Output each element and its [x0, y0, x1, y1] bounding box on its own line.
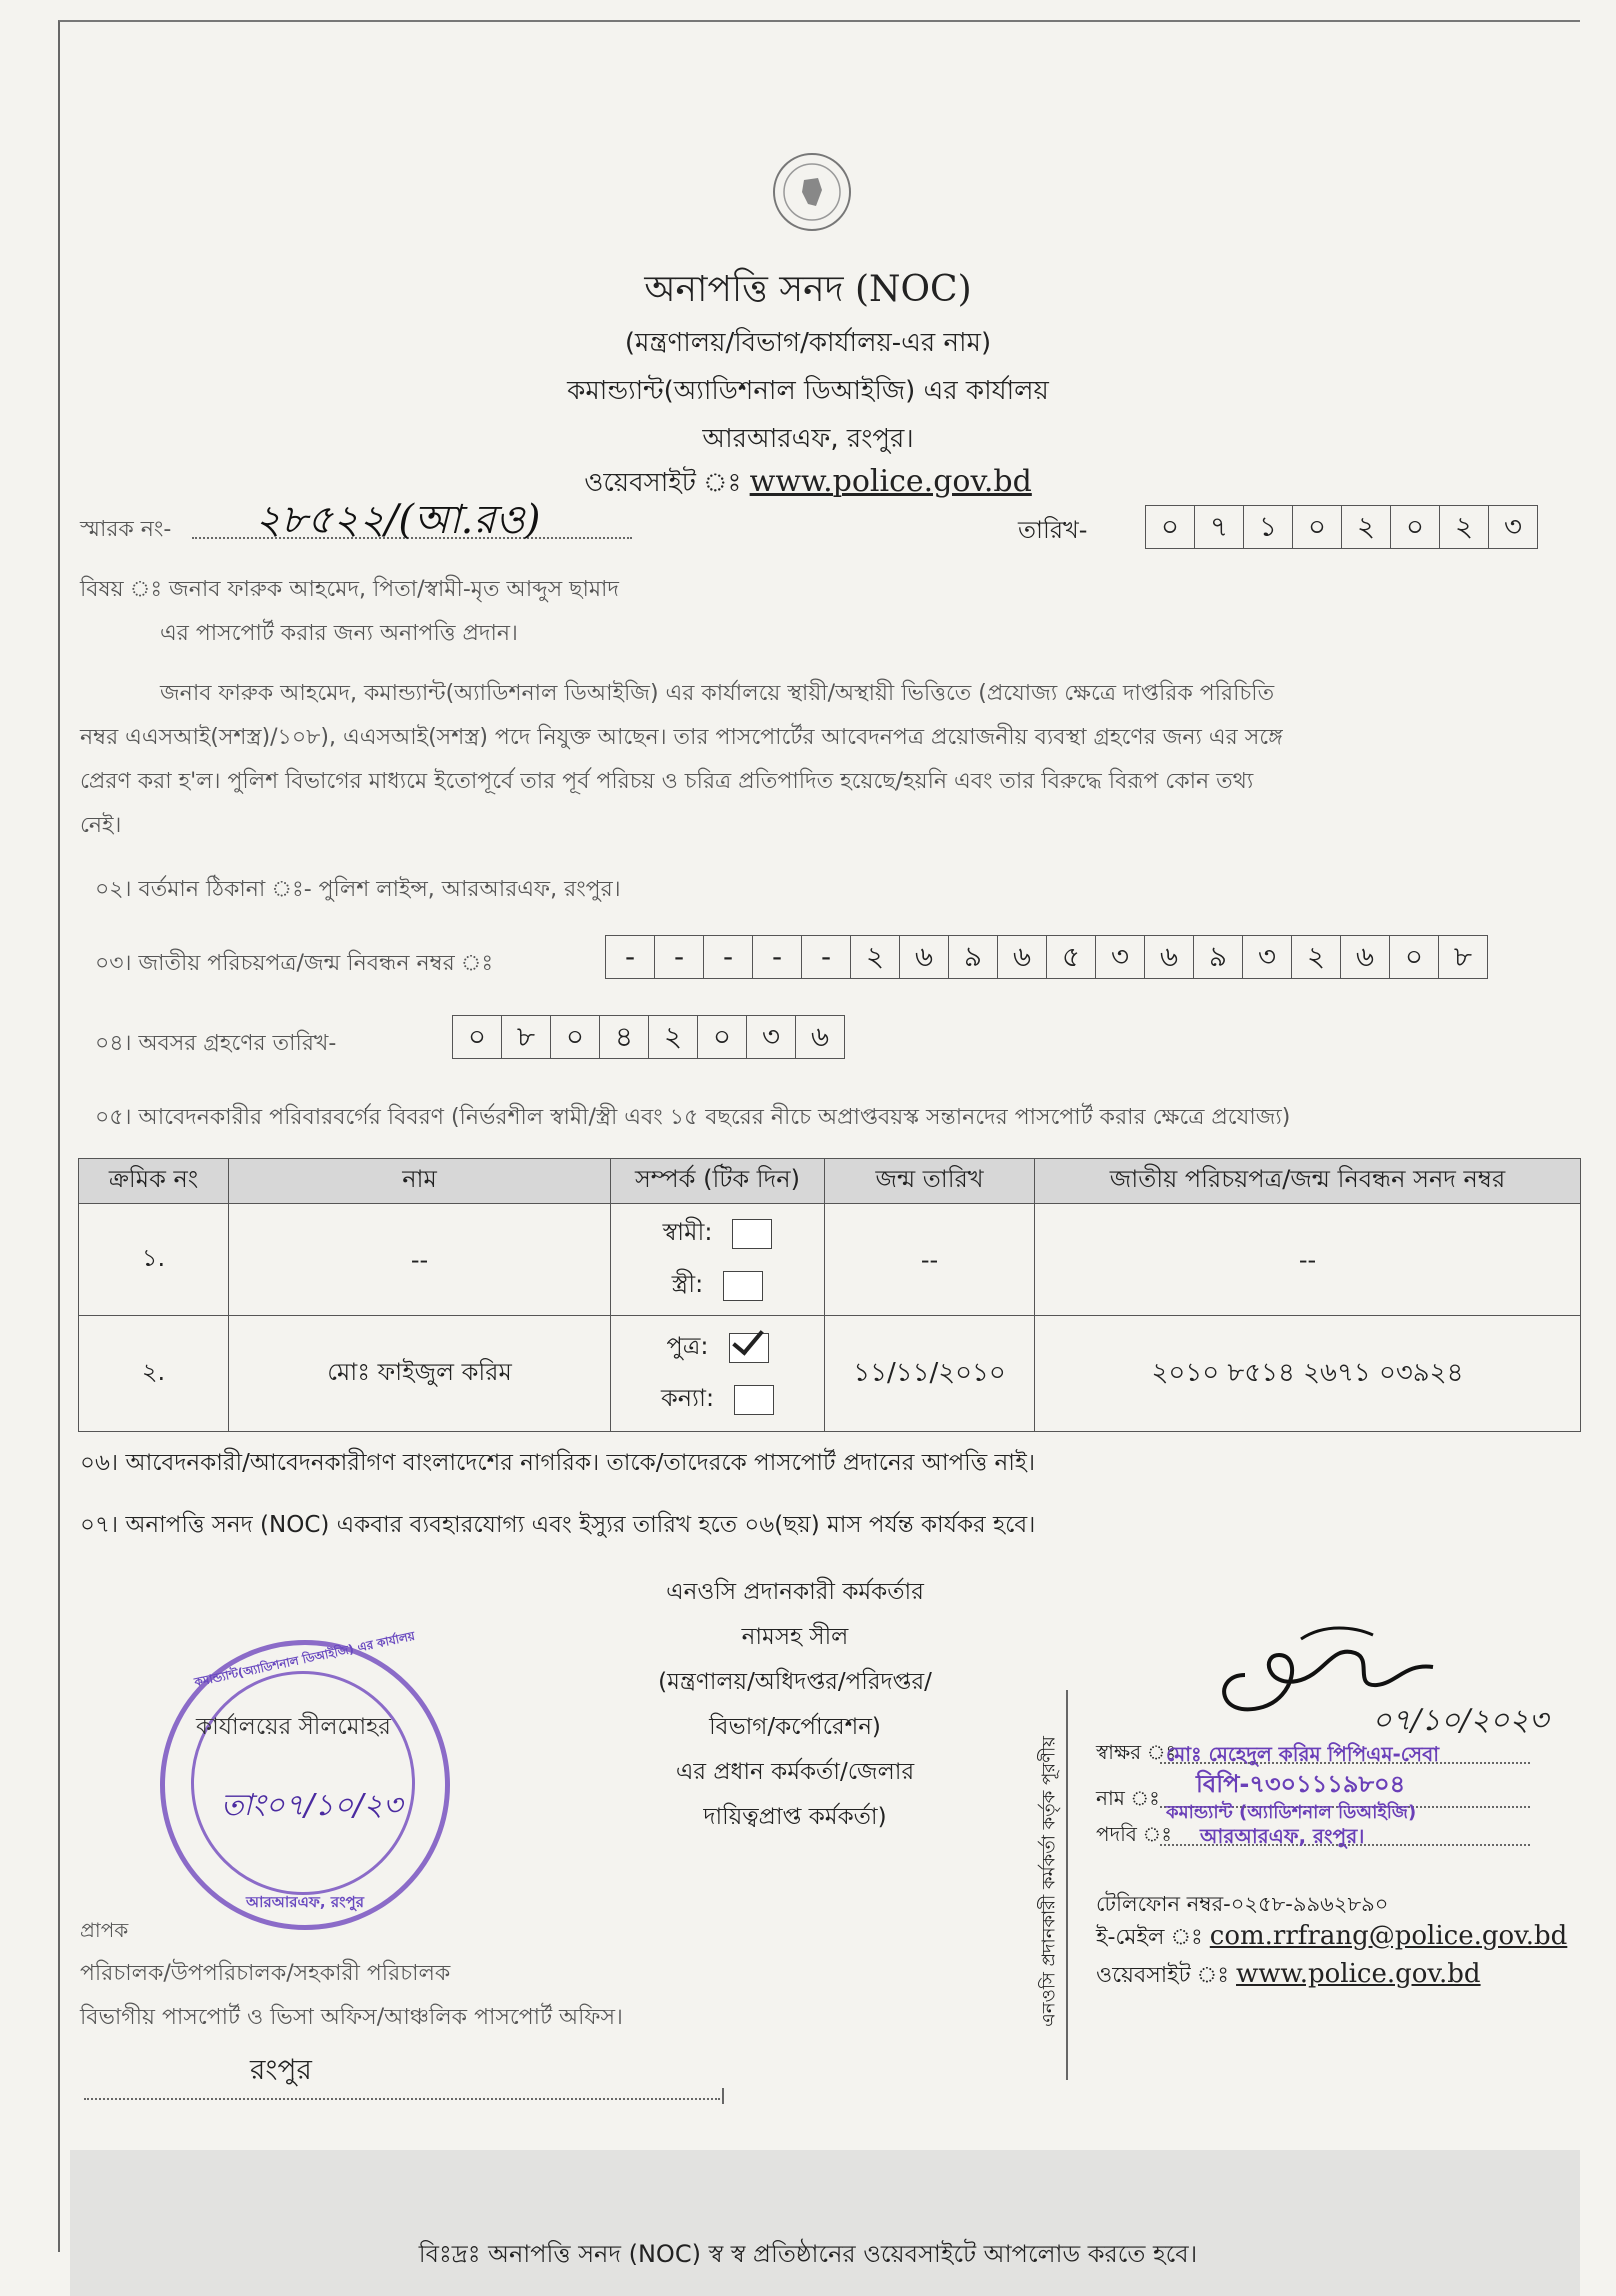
date-digit: ৩ — [1503, 510, 1523, 543]
nid-label: ০৩। জাতীয় পরিচয়পত্র/জন্ম নিবন্ধন নম্বর ঃ — [95, 951, 494, 976]
relation-label: পুত্র: — [666, 1331, 709, 1360]
office-seal-stamp — [160, 1628, 450, 1930]
date-digit-boxes — [1145, 505, 1538, 549]
body-line-3: প্রেরণ করা হ'ল। পুলিশ বিভাগের মাধ্যমে ইতোপূর্বে তার পূর্ব পরিচয় ও চরিত্র প্রতিপাদিত হয়েছে/হয়নি এবং তার বিরুদ্ধে বিরূপ কোন তথ্য — [80, 769, 1254, 794]
retirement-digit: ৬ — [810, 1020, 830, 1053]
document-title: অনাপত্তি সনদ (NOC) — [644, 269, 972, 310]
nid-digit: - — [753, 936, 802, 978]
contact-website-line — [1096, 1958, 1481, 1995]
table-row — [79, 1316, 1581, 1432]
retirement-date-label: ০৪। অবসর গ্রহণের তারিখ- — [95, 1031, 337, 1056]
memo-number: ২৮৫২২/(আ.রও) — [255, 497, 541, 543]
row-dob: -- — [825, 1204, 1035, 1316]
officer-stamp-name: মোঃ মেহেদুল করিম পিপিএম-সেবা — [1166, 1742, 1440, 1766]
office-name: কমান্ড্যান্ট(অ্যাডিশনাল ডিআইজি) এর কার্যালয় — [567, 376, 1049, 406]
row-dob: ১১/১১/২০১০ — [825, 1316, 1035, 1432]
recipient-city: রংপুর — [250, 2053, 312, 2086]
date-label: তারিখ- — [1018, 516, 1088, 544]
retirement-digit: ৩ — [747, 1016, 796, 1058]
retirement-digit: ০ — [453, 1016, 502, 1058]
officer-block-line: (মন্ত্রণালয়/অধিদপ্তর/পরিদপ্তর/ — [658, 1669, 932, 1695]
vertical-note: এনওসি প্রদানকারী কর্মকর্তা কর্তৃক পূরণীয় — [1038, 1736, 1060, 2027]
office-location: আরআরএফ, রংপুর। — [702, 424, 914, 454]
ministry-subtitle: (মন্ত্রণালয়/বিভাগ/কার্যালয়-এর নাম) — [624, 328, 992, 358]
signature-date: ০৭/১০/২০২৩ — [1372, 1703, 1549, 1738]
family-table — [78, 1158, 1581, 1432]
retirement-digit: ২ — [649, 1016, 698, 1058]
officer-block-line: নামসহ সীল — [741, 1624, 849, 1650]
col-header-relation: সম্পর্ক (টিক দিন) — [611, 1159, 825, 1204]
nid-digit: - — [802, 936, 851, 978]
table-header-row — [79, 1159, 1581, 1204]
officer-block-line: এনওসি প্রদানকারী কর্মকর্তার — [666, 1579, 924, 1605]
relation-label: স্ত্রী: — [671, 1269, 704, 1298]
seal-ring-text-top: কমান্ড্যান্ট(অ্যাডিশনাল ডিআইজি) এর কার্যালয় — [193, 1628, 417, 1690]
row-relation — [611, 1316, 825, 1432]
officer-stamp-office: আরআরএফ, রংপুর। — [1200, 1824, 1365, 1848]
relation-option — [612, 1260, 823, 1312]
body-line-2: নম্বর এএসআই(সশস্ত্র)/১০৮), এএসআই(সশস্ত্র) পদে নিযুক্ত আছেন। তার পাসপোর্টের আবেদনপত্র প্রয়োজনীয় ব্যবস্থা গ্রহণের জন্য এর সঙ্গে — [80, 725, 1283, 750]
govt-emblem-icon — [770, 150, 854, 234]
contact-website-label: ওয়েবসাইট ঃ — [1096, 1963, 1230, 1988]
retirement-digit: ০ — [698, 1016, 747, 1058]
table-row — [79, 1204, 1581, 1316]
officer-block-line: দায়িত্বপ্রাপ্ত কর্মকর্তা) — [703, 1804, 887, 1830]
citizenship-statement: ০৬। আবেদনকারী/আবেদনকারীগণ বাংলাদেশের নাগরিক। তাকে/তাদেরকে পাসপোর্ট প্রদানের আপত্তি নাই। — [80, 1450, 1036, 1476]
relation-label: কন্যা: — [660, 1383, 715, 1412]
officer-block-line: বিভাগ/কর্পোরেশন) — [709, 1714, 881, 1740]
footer-note: বিঃদ্রঃ অনাপত্তি সনদ (NOC) স্ব স্ব প্রতিষ্ঠানের ওয়েবসাইটে আপলোড করতে হবে। — [418, 2240, 1198, 2268]
date-digit: ১ — [1244, 506, 1293, 548]
nid-digit: ৬ — [1145, 936, 1194, 978]
family-details-heading: ০৫। আবেদনকারীর পরিবারবর্গের বিবরণ (নির্ভরশীল স্বামী/স্ত্রী এবং ১৫ বছরের নীচে অপ্রাপ্তবয়স্ক সন্তানদের পাসপোর্ট করার ক্ষেত্রে প্রযোজ্য) — [95, 1105, 1291, 1130]
row-relation — [611, 1204, 825, 1316]
row-serial: ২. — [79, 1316, 229, 1432]
row-name: -- — [229, 1204, 611, 1316]
row-name: মোঃ ফাইজুল করিম — [229, 1316, 611, 1432]
nid-digit-boxes — [605, 935, 1488, 979]
relation-checkbox[interactable] — [734, 1385, 774, 1415]
office-seal-label: কার্যালয়ের সীলমোহর — [196, 1714, 391, 1740]
date-digit: ৭ — [1195, 506, 1244, 548]
date-digit: ২ — [1342, 506, 1391, 548]
nid-digit: - — [606, 936, 655, 978]
nid-digit: ০ — [1390, 936, 1439, 978]
officer-block-line: এর প্রধান কর্মকর্তা/জেলার — [675, 1759, 915, 1785]
row-nid: ২০১০ ৮৫১৪ ২৬৭১ ০৩৯২৪ — [1035, 1316, 1581, 1432]
officer-block — [560, 1570, 1030, 1840]
contact-phone: টেলিফোন নম্বর-০২৫৮-৯৯৬২৮৯০ — [1096, 1892, 1389, 1916]
nid-digit: - — [655, 936, 704, 978]
header-website-label: ওয়েবসাইট ঃ — [584, 468, 742, 498]
col-header-serial: ক্রমিক নং — [79, 1159, 229, 1204]
nid-digit: ৯ — [1194, 936, 1243, 978]
seal-date: তাং০৭/১০/২৩ — [221, 1788, 403, 1823]
col-header-name: নাম — [229, 1159, 611, 1204]
body-line-4: নেই। — [80, 813, 122, 838]
nid-digit: ৯ — [949, 936, 998, 978]
retirement-digit: ৪ — [600, 1016, 649, 1058]
relation-option — [612, 1208, 823, 1260]
recipient-line-1: পরিচালক/উপপরিচালক/সহকারী পরিচালক — [80, 1961, 451, 1986]
date-digit: ০ — [1293, 506, 1342, 548]
nid-digit: ২ — [1292, 936, 1341, 978]
seal-ring-text-bottom: আরআরএফ, রংপুর — [246, 1893, 364, 1911]
date-digit: ২ — [1440, 506, 1489, 548]
validity-statement: ০৭। অনাপত্তি সনদ (NOC) একবার ব্যবহারযোগ্য এবং ইস্যুর তারিখ হতে ০৬(ছয়) মাস পর্যন্ত কার্যকর হবে। — [80, 1512, 1036, 1538]
email-link[interactable]: com.rrfrang@police.gov.bd — [1209, 1921, 1568, 1951]
header-website-line — [0, 462, 1616, 506]
recipient-line-2: বিভাগীয় পাসপোর্ট ও ভিসা অফিস/আঞ্চলিক পাসপোর্ট অফিস। — [80, 2005, 623, 2030]
recipient-label: প্রাপক — [80, 1918, 129, 1942]
retirement-digit: ৮ — [502, 1016, 551, 1058]
officer-stamp-id: বিপি-৭৩০১১১৯৮০৪ — [1196, 1770, 1406, 1798]
retirement-digit-boxes — [452, 1015, 845, 1059]
row-serial: ১. — [79, 1204, 229, 1316]
designation-field-label: পদবি ঃ — [1096, 1822, 1172, 1846]
nid-digit: ৫ — [1047, 936, 1096, 978]
officer-stamp-designation: কমান্ড্যান্ট (অ্যাডিশনাল ডিআইজি) — [1166, 1802, 1417, 1823]
relation-checkbox-checked[interactable] — [729, 1333, 769, 1363]
nid-digit: ২ — [851, 936, 900, 978]
body-line-1: জনাব ফারুক আহমেদ, কমান্ড্যান্ট(অ্যাডিশনাল ডিআইজি) এর কার্যালয়ে স্থায়ী/অস্থায়ী ভিত্তিতে (প্রযোজ্য ক্ষেত্রে দাপ্তরিক পরিচিতি — [160, 681, 1275, 706]
nid-digit: ৬ — [998, 936, 1047, 978]
nid-digit: ৬ — [900, 936, 949, 978]
col-header-dob: জন্ম তারিখ — [825, 1159, 1035, 1204]
date-digit: ০ — [1146, 506, 1195, 548]
subject-line-2: এর পাসপোর্ট করার জন্য অনাপত্তি প্রদান। — [160, 621, 518, 646]
relation-checkbox[interactable] — [732, 1219, 772, 1249]
vertical-divider — [1066, 1690, 1068, 2080]
memo-label: স্মারক নং- — [80, 517, 172, 542]
relation-option — [612, 1322, 823, 1374]
date-digit: ০ — [1391, 506, 1440, 548]
relation-checkbox[interactable] — [723, 1271, 763, 1301]
name-field-label: নাম ঃ — [1096, 1786, 1160, 1810]
retirement-digit: ০ — [551, 1016, 600, 1058]
row-nid: -- — [1035, 1204, 1581, 1316]
nid-digit: ৮ — [1453, 940, 1473, 973]
nid-digit: ৬ — [1341, 936, 1390, 978]
nid-digit: ৩ — [1096, 936, 1145, 978]
header-website-link[interactable]: www.police.gov.bd — [749, 464, 1032, 499]
contact-website-link[interactable]: www.police.gov.bd — [1236, 1959, 1481, 1989]
present-address: ০২। বর্তমান ঠিকানা ঃ- পুলিশ লাইন্স, আরআরএফ, রংপুর। — [95, 877, 621, 902]
nid-digit: ৩ — [1243, 936, 1292, 978]
relation-label: স্বামী: — [662, 1217, 713, 1246]
email-label: ই-মেইল ঃ — [1096, 1925, 1203, 1950]
contact-email-line — [1096, 1920, 1567, 1957]
recipient-line-end — [722, 2088, 724, 2104]
relation-option — [612, 1374, 823, 1426]
nid-digit: - — [704, 936, 753, 978]
signature-field-label: স্বাক্ষর ঃ — [1096, 1740, 1177, 1764]
col-header-nid: জাতীয় পরিচয়পত্র/জন্ম নিবন্ধন সনদ নম্বর — [1035, 1159, 1581, 1204]
subject-line-1: বিষয় ঃ জনাব ফারুক আহমেদ, পিতা/স্বামী-মৃত আব্দুস ছামাদ — [80, 577, 619, 602]
recipient-dotted-line — [84, 2098, 720, 2100]
